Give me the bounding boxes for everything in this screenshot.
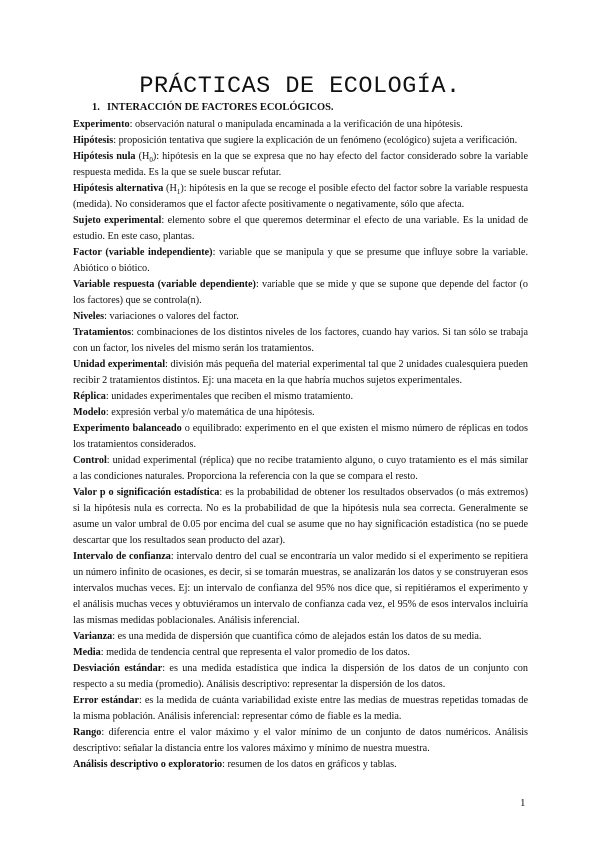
definition-item (73, 133, 528, 149)
definition-item (73, 725, 528, 757)
definition-term: Unidad experimental (73, 359, 166, 370)
definition-term: Réplica (73, 391, 106, 402)
definition-item (73, 629, 528, 645)
definition-item (73, 661, 528, 693)
definition-term: Niveles (73, 311, 105, 322)
definition-item (73, 245, 528, 277)
definition-term: Control (73, 455, 107, 466)
definition-text: : variable que se mide y que se supone que depende del factor (o los factores) que se controla(n). (73, 279, 529, 306)
definition-text: : división más pequeña del material experimental tal que 2 unidades cualesquiera pueden recibir 2 tratamientos distintos. Ej: una maceta en la que habría muchos sujetos experimentales. (73, 359, 528, 386)
definition-text: ): hipótesis en la que se expresa que no hay efecto del factor considerado sobre la variable respuesta medida. Es la que se suele buscar refutar. (73, 151, 529, 178)
definition-item (73, 549, 528, 629)
definition-item (73, 213, 528, 245)
definition-item (73, 309, 528, 325)
definition-item (73, 389, 528, 405)
definition-text: : diferencia entre el valor máximo y el valor mínimo de un conjunto de datos numéricos. Análisis descriptivo: señalar la distancia entre los valores máximo y mínimo de nuestra muestra. (73, 727, 528, 754)
definition-term: Intervalo de confianza (73, 551, 171, 562)
definition-subscript: 1 (176, 188, 181, 197)
section-number: 1. (92, 102, 100, 113)
definition-term: Rango (73, 727, 102, 738)
definition-symbol: (H (163, 183, 177, 194)
definition-text: : es una medida de dispersión que cuantifica cómo de alejados están los datos de su media. (112, 631, 482, 642)
definition-item (73, 325, 528, 357)
definition-term: Variable respuesta (variable dependiente) (73, 279, 256, 290)
definition-text: : variable que se manipula y que se presume que influye sobre la variable. Abiótico o biótico. (73, 247, 529, 274)
page-title: PRÁCTICAS DE ECOLOGÍA. (139, 73, 461, 100)
definition-text: ): hipótesis en la que se recoge el posible efecto del factor sobre la variable respuesta (medida). No consideramos que el factor afecte positivamente o negativamente, sólo que afecta. (73, 183, 529, 210)
definition-item (73, 693, 528, 725)
definition-term: Experimento balanceado (73, 423, 182, 434)
section-heading (92, 102, 334, 113)
definition-term: Análisis descriptivo o exploratorio (73, 759, 223, 770)
definition-term: Tratamientos (73, 327, 132, 338)
definition-text: : unidad experimental (réplica) que no recibe tratamiento alguno, o cuyo tratamiento es el más similar a las condiciones naturales. Proporciona la referencia con la que se compara el resto. (73, 455, 528, 482)
definition-term: Hipótesis alternativa (73, 183, 164, 194)
definition-item (73, 149, 528, 181)
definition-text: : resumen de los datos en gráficos y tablas. (222, 759, 397, 770)
definition-term: Hipótesis (73, 135, 114, 146)
section-heading-text: INTERACCIÓN DE FACTORES ECOLÓGICOS. (107, 102, 334, 113)
definition-term: Hipótesis nula (73, 151, 136, 162)
definition-term: Modelo (73, 407, 106, 418)
definition-term: Valor p o significación estadística (73, 487, 220, 498)
definition-text: : proposición tentativa que sugiere la explicación de un fenómeno (ecológico) sujeta a verificación. (113, 135, 518, 146)
definition-text: : es la medida de cuánta variabilidad existe entre las medias de muestras repetidas tomadas de la misma población. Análisis inferencial: representar cómo de fiable es la media. (73, 695, 528, 722)
definition-text: : unidades experimentales que reciben el mismo tratamiento. (105, 391, 354, 402)
definition-item (73, 421, 528, 453)
definition-item (73, 181, 528, 213)
page-number: 1 (520, 797, 526, 809)
definition-text: : observación natural o manipulada encaminada a la verificación de una hipótesis. (129, 119, 463, 130)
definition-term: Sujeto experimental (73, 215, 162, 226)
definition-item (73, 277, 528, 309)
definition-term: Desviación estándar (73, 663, 163, 674)
definition-text: : elemento sobre el que queremos determinar el efecto de una variable. Es la unidad de estudio. En este caso, plantas. (73, 215, 528, 242)
definition-item (73, 453, 528, 485)
definition-text: o equilibrado: experimento en el que existen el mismo número de réplicas en todos los tratamientos considerados. (73, 423, 528, 450)
definition-term: Factor (variable independiente) (73, 247, 213, 258)
definition-item (73, 757, 528, 773)
definition-item (73, 117, 528, 133)
definition-term: Media (73, 647, 101, 658)
definition-item (73, 645, 528, 661)
definition-term: Error estándar (73, 695, 140, 706)
definitions-list (73, 117, 528, 773)
definition-item (73, 485, 528, 549)
definition-text: : es la probabilidad de obtener los resultados observados (o más extremos) si la hipótesis nula es correcta. No es la probabilidad de que la hipótesis nula sea correcta. Generalmente se asume un valor umbral de 0.05 por encima del cual se asume que no hay significación estadística (no se puede descartar que los resultados sean producto del azar). (73, 487, 528, 546)
definition-text: : expresión verbal y/o matemática de una hipótesis. (105, 407, 315, 418)
definition-text: : combinaciones de los distintos niveles de los factores, cuando hay varios. Si tan sólo se trabaja con un factor, los niveles del mismo serán los tratamientos. (73, 327, 528, 354)
definition-text: : es una medida estadística que indica la dispersión de los datos de un conjunto con respecto a su media (promedio). Análisis descriptivo: representar la dispersión de los datos. (73, 663, 528, 690)
definition-item (73, 357, 528, 389)
definition-text: : medida de tendencia central que representa el valor promedio de los datos. (100, 647, 410, 658)
definition-term: Varianza (73, 631, 113, 642)
definition-item (73, 405, 528, 421)
definition-text: : intervalo dentro del cual se encontraría un valor medido si el experimento se repitiera un número infinito de ocasiones, es decir, si se tomarán muestras, se analizarán los datos y se construyeran esos intervalos muchas veces. Ej: un intervalo de confianza del 95% nos dice que, si repitiéramos el experimento y el análisis muchas veces y obtuviéramos un intervalo de confianza cada vez, el 95% de esos intervalos incluiría las mismas medidas poblacionales. Análisis inferencial. (73, 551, 528, 626)
definition-subscript: 0 (149, 156, 153, 165)
definition-text: : variaciones o valores del factor. (104, 311, 239, 322)
definition-symbol: (H (135, 151, 150, 162)
definition-term: Experimento (73, 119, 130, 130)
